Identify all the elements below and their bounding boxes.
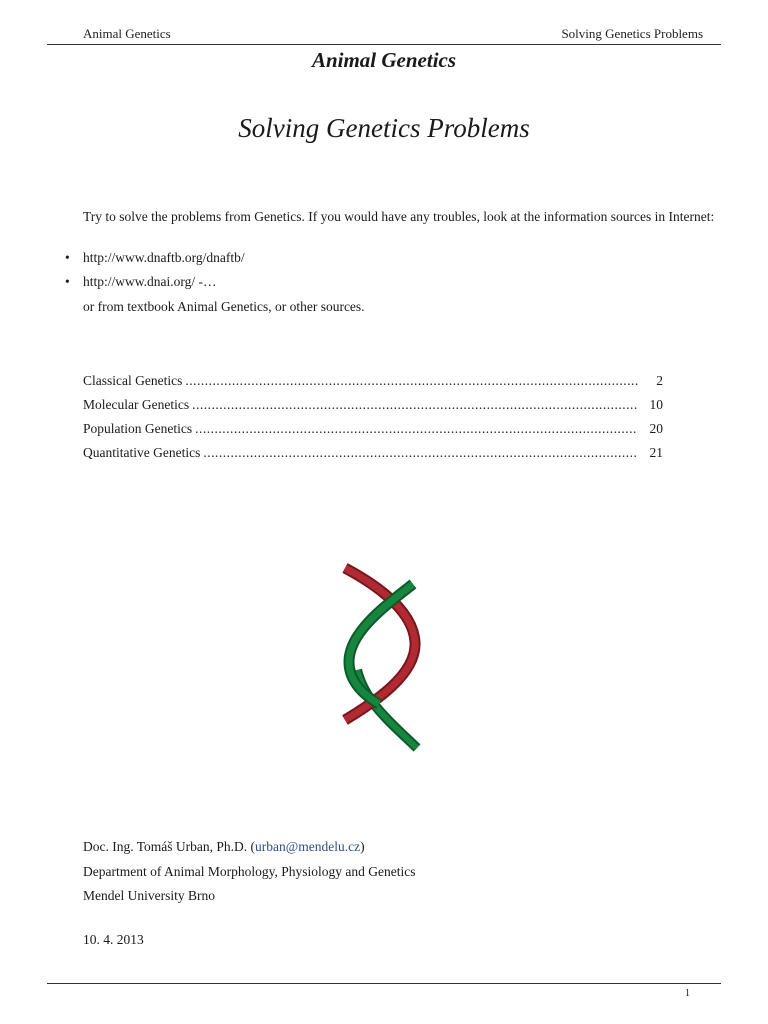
toc-page: 2 <box>656 373 663 388</box>
dna-helix-icon <box>335 562 435 754</box>
document-subtitle: Solving Genetics Problems <box>238 113 530 143</box>
document-date: 10. 4. 2013 <box>83 932 144 947</box>
toc-dots <box>195 420 638 438</box>
bullet-icon: • <box>65 274 70 289</box>
list-item <box>65 249 245 273</box>
toc-row[interactable] <box>83 396 663 420</box>
toc-page: 10 <box>649 397 663 412</box>
email-open-paren: ( <box>250 839 256 854</box>
page-number: 1 <box>685 988 690 999</box>
toc-title: Quantitative Genetics <box>83 445 201 460</box>
toc-title: Molecular Genetics <box>83 397 190 412</box>
link-dnai[interactable]: http://www.dnai.org/ -… <box>83 274 217 289</box>
link-list <box>65 249 245 297</box>
toc-dots <box>192 396 638 414</box>
running-head <box>83 26 703 42</box>
toc-row[interactable] <box>83 372 663 396</box>
author-department: Department of Animal Morphology, Physiology and Genetics <box>83 863 416 879</box>
toc-title: Classical Genetics <box>83 373 183 388</box>
author-name: Doc. Ing. Tomáš Urban, Ph.D. <box>83 839 248 854</box>
running-head-right: Solving Genetics Problems <box>561 26 703 41</box>
toc-page: 20 <box>649 421 663 436</box>
toc-dots <box>185 372 638 390</box>
running-head-left: Animal Genetics <box>83 26 171 41</box>
footer-rule <box>47 983 721 984</box>
author-email-link[interactable]: urban@mendelu.cz <box>255 839 361 854</box>
toc-row[interactable] <box>83 444 663 468</box>
intro-paragraph: Try to solve the problems from Genetics. If you would have any troubles, look at the information sources in Internet: <box>83 209 715 224</box>
outro-paragraph: or from textbook Animal Genetics, or other sources. <box>83 299 365 314</box>
toc-dots <box>203 444 638 462</box>
email-close-paren: ) <box>360 839 365 854</box>
author-line <box>83 835 415 860</box>
toc-row[interactable] <box>83 420 663 444</box>
document-title: Animal Genetics <box>311 48 457 72</box>
toc-title: Population Genetics <box>83 421 193 436</box>
list-item <box>65 273 245 297</box>
bullet-icon: • <box>65 250 70 265</box>
author-university: Mendel University Brno <box>83 888 215 903</box>
table-of-contents <box>83 372 663 468</box>
header-rule <box>47 44 721 45</box>
link-dnaftb[interactable]: http://www.dnaftb.org/dnaftb/ <box>83 250 245 265</box>
toc-page: 21 <box>649 445 663 460</box>
author-block <box>83 835 415 909</box>
